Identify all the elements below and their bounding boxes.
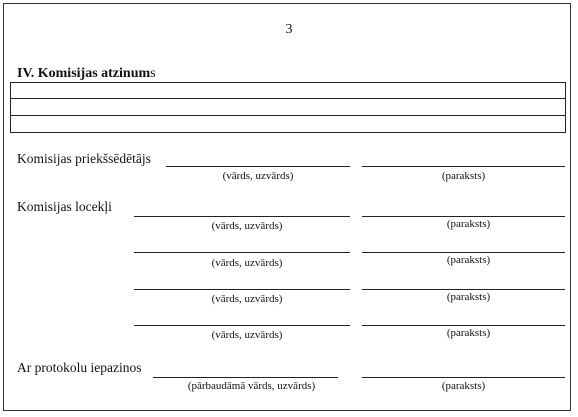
chairman-signature-line[interactable] (362, 166, 565, 167)
section-heading (17, 66, 156, 82)
section-heading-text: IV. Komisijas atzinum (17, 66, 151, 81)
acknowledgement-signature-hint: (paraksts) (441, 380, 486, 392)
acknowledgement-name-line[interactable] (153, 377, 338, 378)
acknowledgement-name-hint: (pārbaudāmā vārds, uzvārds) (187, 380, 316, 392)
member-signature-hint-3: (paraksts) (446, 291, 491, 303)
section-heading-tail: s (150, 66, 156, 81)
member-signature-line-4[interactable] (362, 325, 565, 326)
member-signature-hint-1: (paraksts) (446, 218, 491, 230)
member-signature-line-2[interactable] (362, 252, 565, 253)
member-signature-hint-4: (paraksts) (446, 327, 491, 339)
members-label: Komisijas locekļi (17, 199, 112, 214)
member-name-line-1[interactable] (134, 216, 350, 217)
member-signature-line-3[interactable] (362, 289, 565, 290)
opinion-row-3[interactable] (11, 116, 565, 132)
opinion-row-1[interactable] (11, 83, 565, 99)
member-name-hint-3: (vārds, uzvārds) (211, 293, 283, 305)
acknowledgement-signature-line[interactable] (362, 377, 565, 378)
member-name-hint-4: (vārds, uzvārds) (211, 329, 283, 341)
member-name-hint-2: (vārds, uzvārds) (211, 257, 283, 269)
chairman-name-line[interactable] (166, 166, 350, 167)
opinion-table (10, 82, 566, 133)
member-name-line-4[interactable] (134, 325, 350, 326)
member-name-hint-1: (vārds, uzvārds) (211, 220, 283, 232)
opinion-row-2[interactable] (11, 99, 565, 115)
chairman-label: Komisijas priekšsēdētājs (17, 151, 151, 166)
chairman-signature-hint: (paraksts) (441, 170, 486, 182)
member-name-line-3[interactable] (134, 289, 350, 290)
chairman-name-hint: (vārds, uzvārds) (222, 170, 294, 182)
member-signature-line-1[interactable] (362, 216, 565, 217)
acknowledgement-label: Ar protokolu iepazinos (17, 360, 142, 375)
member-name-line-2[interactable] (134, 252, 350, 253)
member-signature-hint-2: (paraksts) (446, 254, 491, 266)
page-number: 3 (285, 22, 293, 37)
